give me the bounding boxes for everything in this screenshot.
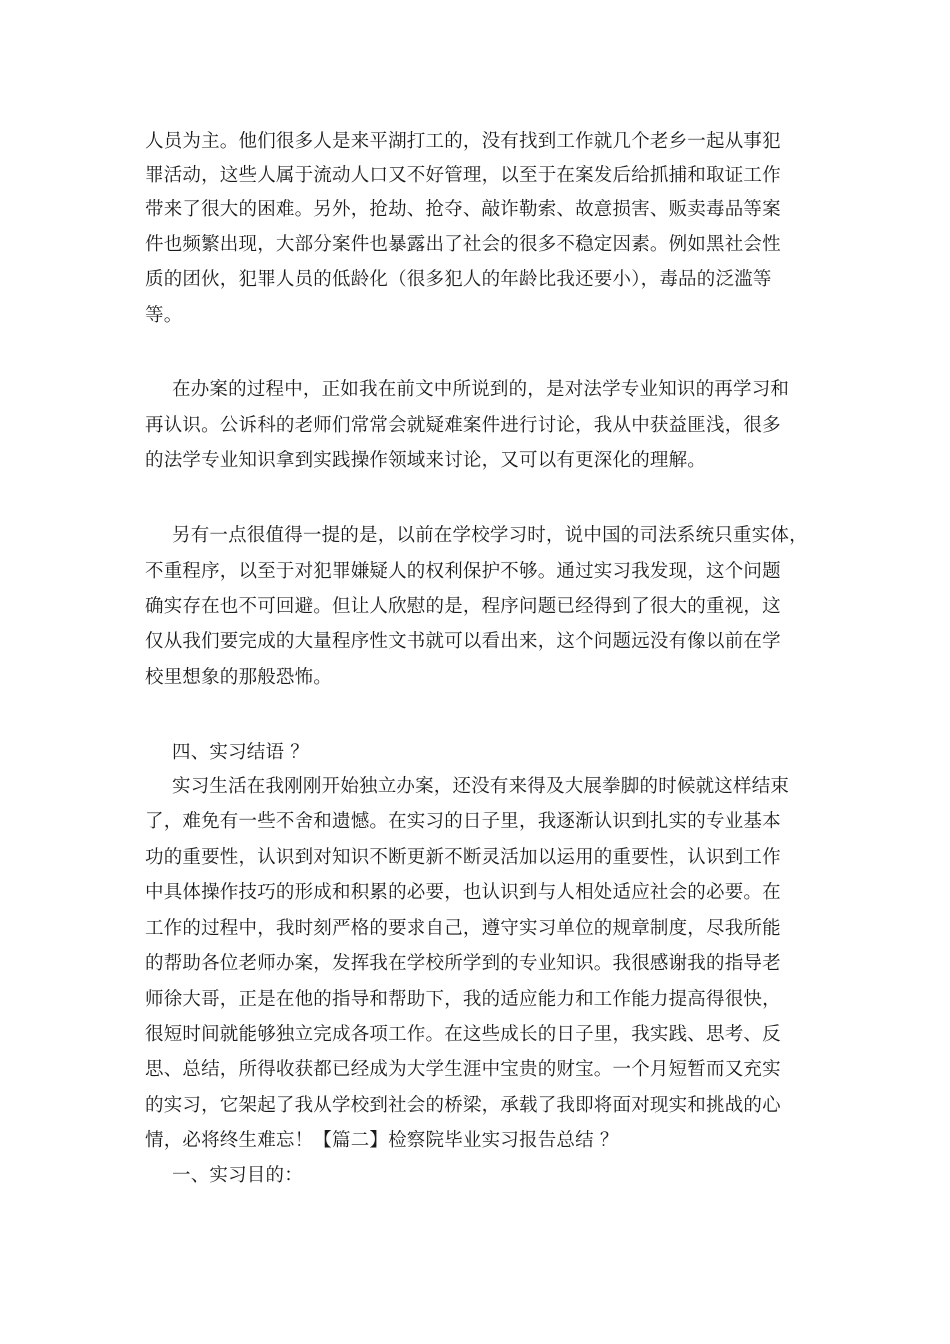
text-line: 中具体操作技巧的形成和积累的必要，也认识到与人相处适应社会的必要。在: [145, 882, 781, 903]
text-line: 件也频繁出现，大部分案件也暴露出了社会的很多不稳定因素。例如黑社会性: [145, 234, 781, 255]
text-line: 带来了很大的困难。另外，抢劫、抢夺、敲诈勒索、故意损害、贩卖毒品等案: [145, 199, 781, 220]
text-line: 的实习，它架起了我从学校到社会的桥梁，承载了我即将面对现实和挑战的心: [145, 1095, 781, 1116]
text-line: 再认识。公诉科的老师们常常会就疑难案件进行讨论，我从中获益匪浅，很多: [145, 415, 781, 436]
text-line: 很短时间就能够独立完成各项工作。在这些成长的日子里，我实践、思考、反: [145, 1024, 781, 1045]
text-line: 确实存在也不可回避。但让人欣慰的是，程序问题已经得到了很大的重视，这: [145, 596, 781, 617]
text-line: 的法学专业知识拿到实践操作领域来讨论，又可以有更深化的理解。: [145, 450, 707, 471]
text-line: 了，难免有一些不舍和遗憾。在实习的日子里，我逐渐认识到扎实的专业基本: [145, 811, 781, 832]
text-line: 等。: [145, 305, 183, 326]
section-heading: 四、实习结语 ？: [172, 742, 309, 763]
text-line: 不重程序，以至于对犯罪嫌疑人的权利保护不够。通过实习我发现，这个问题: [145, 561, 781, 582]
text-line: 师徐大哥，正是在他的指导和帮助下，我的适应能力和工作能力提高得很快，: [145, 989, 781, 1010]
text-line: 另有一点很值得一提的是，以前在学校学习时，说中国的司法系统只重实体，: [172, 525, 808, 546]
text-line: 人员为主。他们很多人是来平湖打工的，没有找到工作就几个老乡一起从事犯: [145, 131, 781, 152]
text-line: 的帮助各位老师办案，发挥我在学校所学到的专业知识。我很感谢我的指导老: [145, 953, 781, 974]
text-line: 质的团伙，犯罪人员的低龄化（很多犯人的年龄比我还要小），毒品的泛滥等: [145, 269, 772, 290]
text-line: 罪活动，这些人属于流动人口又不好管理，以至于在案发后给抓捕和取证工作: [145, 165, 781, 186]
text-line: 工作的过程中，我时刻严格的要求自己，遵守实习单位的规章制度，尽我所能: [145, 918, 781, 939]
text-line: 情，必将终生难忘！【篇二】检察院毕业实习报告总结 ？: [145, 1130, 619, 1151]
text-line: 功的重要性，认识到对知识不断更新不断灵活加以运用的重要性，认识到工作: [145, 847, 781, 868]
text-line: 校里想象的那般恐怖。: [145, 667, 333, 688]
text-line: 仅从我们要完成的大量程序性文书就可以看出来，这个问题远没有像以前在学: [145, 631, 781, 652]
text-line: 实习生活在我刚刚开始独立办案，还没有来得及大展拳脚的时候就这样结束: [172, 776, 790, 797]
text-line: 在办案的过程中，正如我在前文中所说到的，是对法学专业知识的再学习和: [172, 379, 790, 400]
section-heading: 一、实习目的：: [172, 1165, 303, 1186]
text-line: 思、总结，所得收获都已经成为大学生涯中宝贵的财宝。一个月短暂而又充实: [145, 1059, 781, 1080]
